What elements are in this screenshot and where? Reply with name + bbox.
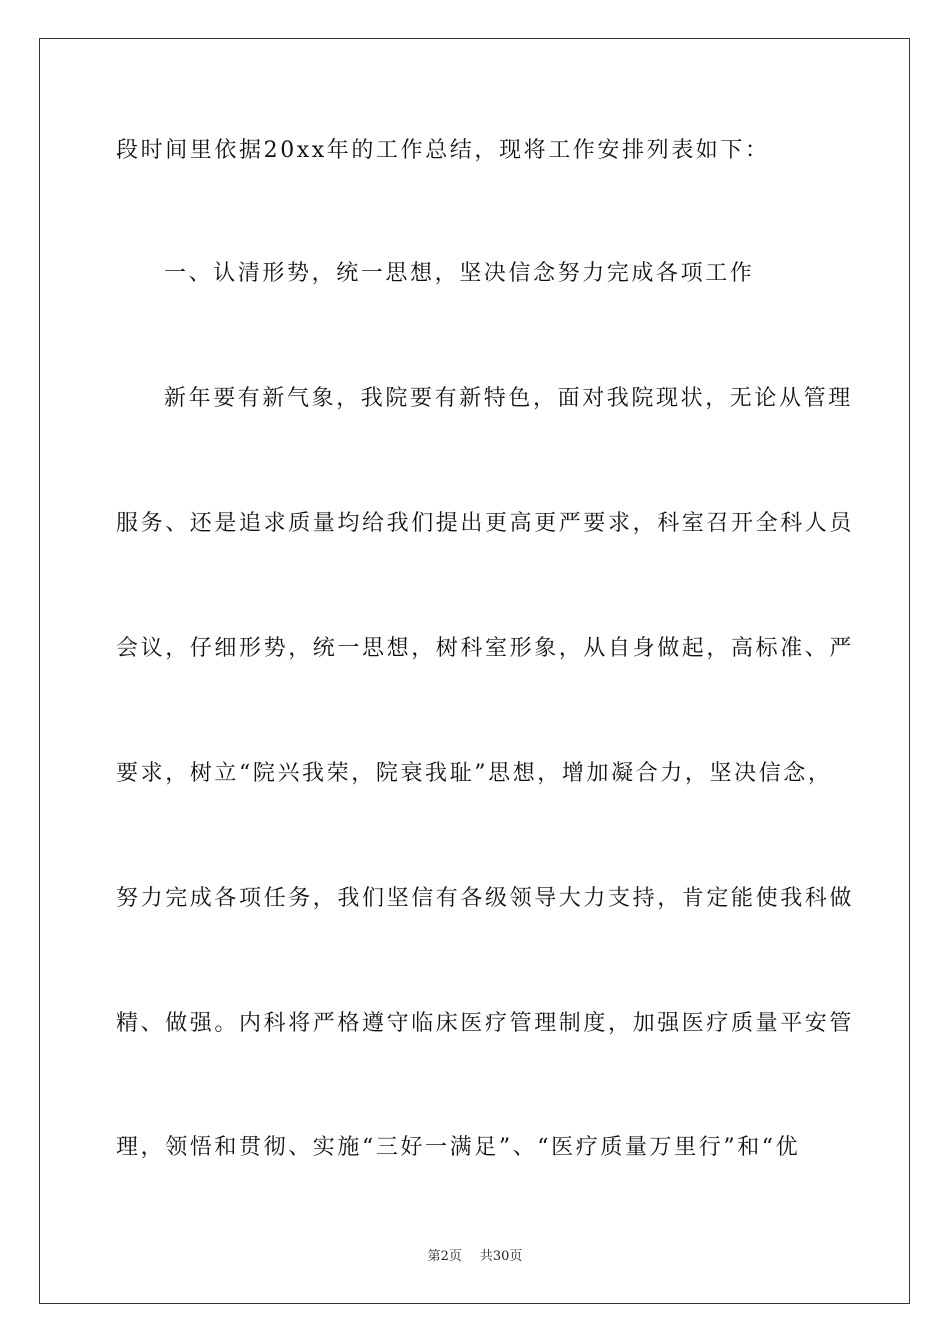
body-text-line-8: 理，领悟和贯彻、实施“三好一满足”、“医疗质量万里行”和“优 <box>116 1135 801 1160</box>
body-text-line-1: 段时间里依据20xx年的工作总结，现将工作安排列表如下： <box>116 138 770 163</box>
section-heading: 一、认清形势，统一思想，坚决信念努力完成各项工作 <box>164 261 755 286</box>
body-text-line-4: 会议，仔细形势，统一思想，树科室形象，从自身做起，高标准、严 <box>116 636 855 661</box>
page-footer <box>0 1248 950 1266</box>
page-total: 共30页 <box>479 1249 523 1264</box>
page-border <box>39 38 910 1304</box>
body-text-line-3: 服务、还是追求质量均给我们提出更高更严要求，科室召开全科人员 <box>116 511 855 536</box>
page-number: 第2页 <box>427 1249 462 1264</box>
body-text-line-6: 努力完成各项任务，我们坚信有各级领导大力支持，肯定能使我科做 <box>116 886 855 911</box>
body-text-line-2: 新年要有新气象，我院要有新特色，面对我院现状，无论从管理 <box>164 386 853 411</box>
body-text-line-7: 精、做强。内科将严格遵守临床医疗管理制度，加强医疗质量平安管 <box>116 1011 855 1036</box>
body-text-line-5: 要求，树立“院兴我荣，院衰我耻”思想，增加凝合力，坚决信念， <box>116 761 833 786</box>
